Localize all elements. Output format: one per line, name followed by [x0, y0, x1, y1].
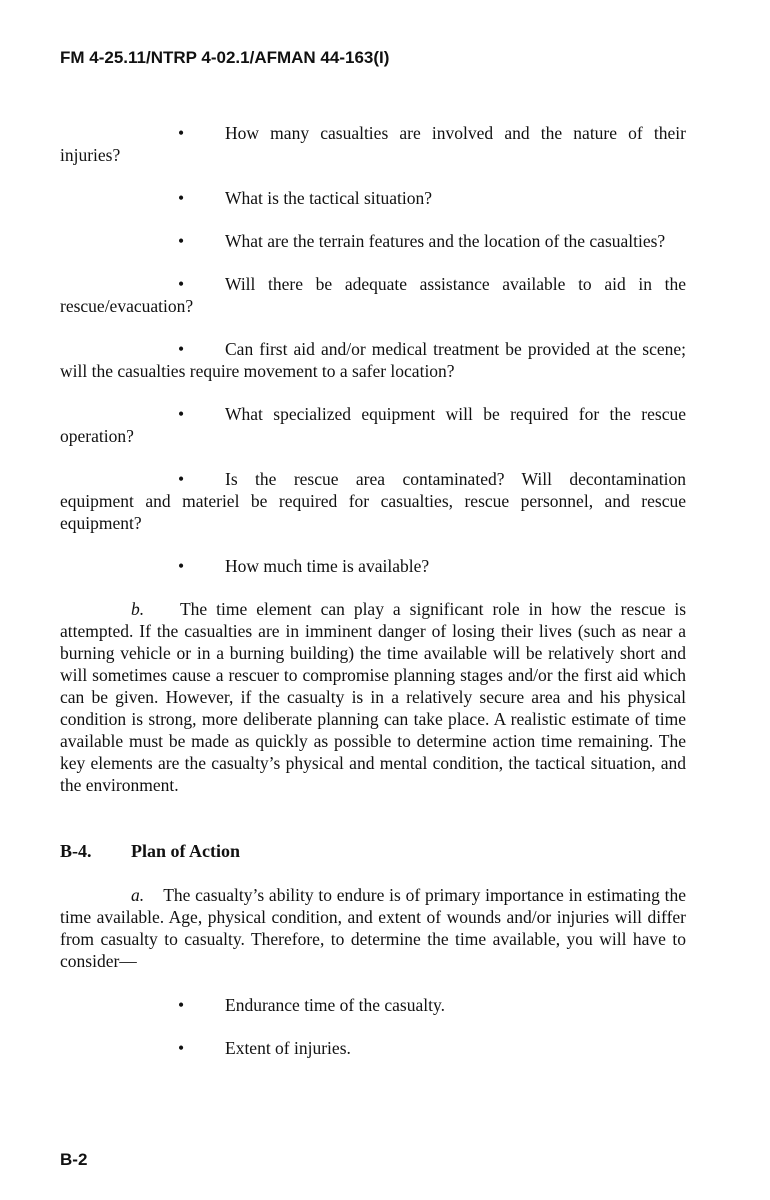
paragraph-letter: a.: [131, 885, 145, 905]
section-heading: [60, 840, 686, 862]
bullet-icon: •: [178, 231, 185, 251]
bullet-icon: •: [178, 404, 185, 424]
running-header: FM 4-25.11/NTRP 4-02.1/AFMAN 44-163(I): [60, 48, 390, 67]
bullet-item: • What are the terrain features and the location of the casualties?: [60, 230, 686, 252]
section-title: Plan of Action: [131, 841, 241, 861]
paragraph-a: a. The casualty’s ability to endure is of primary importance in estimating the time available. Age, physical condition, and extent of wounds and/or injuries will differ from casualty to casualty. Therefore, to determine the time available, you will have to consider—: [60, 885, 687, 971]
bullet-icon: •: [178, 274, 185, 294]
bullet-icon: •: [178, 469, 185, 489]
paragraph-letter: b.: [131, 599, 145, 619]
page-number: B-2: [60, 1150, 88, 1169]
bullet-icon: •: [178, 556, 185, 576]
bullet-item: • What specialized equipment will be required for the rescue operation?: [60, 404, 686, 446]
bullet-icon: •: [178, 1038, 185, 1058]
bullet-icon: •: [178, 995, 185, 1015]
bullet-item: • Extent of injuries.: [60, 1037, 686, 1059]
bullet-item: • Is the rescue area contaminated? Will decontamination equipment and materiel be required for casualties, rescue personnel, and rescue equipment?: [60, 469, 686, 533]
section-number: B-4.: [60, 841, 92, 861]
bullet-item: • Endurance time of the casualty.: [60, 994, 686, 1016]
bullet-item: • Will there be adequate assistance available to aid in the rescue/evacuation?: [60, 274, 686, 316]
bullet-icon: •: [178, 188, 185, 208]
bullet-item: • How many casualties are involved and the nature of their injuries?: [60, 123, 686, 165]
bullet-icon: •: [178, 123, 185, 143]
bullet-item: • Can first aid and/or medical treatment be provided at the scene; will the casualties require movement to a safer location?: [60, 339, 686, 381]
paragraph-b: b. The time element can play a significant role in how the rescue is attempted. If the casualties are in imminent danger of losing their lives (such as near a burning vehicle or in a burning building) the time available will be relatively short and will sometimes cause a rescuer to compromise planning stages and/or the first aid which can be given. However, if the casualty is in a relatively secure area and his physical condition is strong, more deliberate planning can take place. A realistic estimate of time available must be made as quickly as possible to determine action time remaining. The key elements are the casualty’s physical and mental condition, the tactical situation, and the environment.: [60, 599, 687, 795]
bullet-icon: •: [178, 339, 185, 359]
bullet-item: • What is the tactical situation?: [60, 187, 686, 209]
bullet-item: • How much time is available?: [60, 555, 686, 577]
body-text: [60, 122, 686, 1080]
